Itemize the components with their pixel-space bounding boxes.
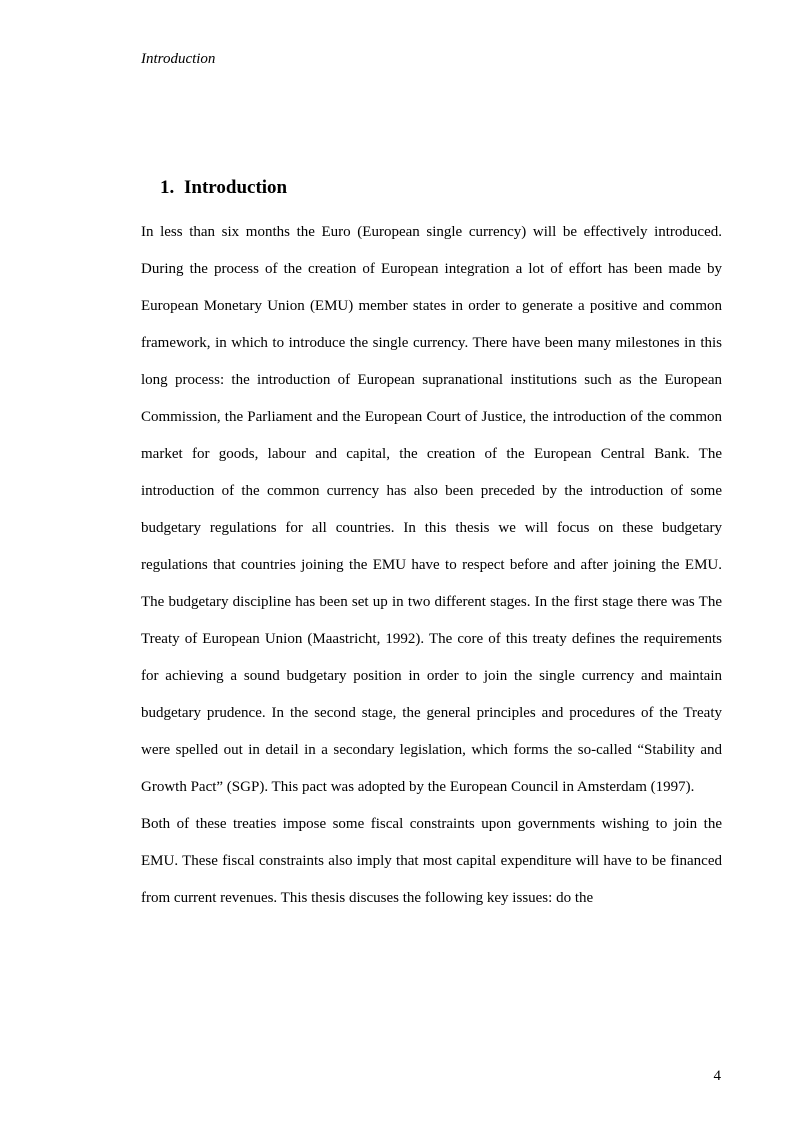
section-title: Introduction	[184, 177, 288, 198]
paragraph-1: In less than six months the Euro (European single currency) will be effectively introduced. During the process of the creation of European integration a lot of effort has been made by European Monetary Union (EMU) member states in order to generate a positive and common framework, in which to introduce the single currency. There have been many milestones in this long process: the introduction of European supranational institutions such as the European Commission, the Parliament and the European Court of Justice, the introduction of the common market for goods, labour and capital, the creation of the European Central Bank. The introduction of the common currency has also been preceded by the introduction of some budgetary regulations for all countries. In this thesis we will focus on these budgetary regulations that countries joining the EMU have to respect before and after joining the EMU. The budgetary discipline has been set up in two different stages. In the first stage there was The Treaty of European Union (Maastricht, 1992). The core of this treaty defines the requirements for achieving a sound budgetary position in order to join the single currency and maintain budgetary prudence. In the second stage, the general principles and procedures of the Treaty were spelled out in detail in a secondary legislation, which forms the so-called “Stability and Growth Pact” (SGP). This pact was adopted by the European Council in Amsterdam (1997).	[141, 224, 722, 795]
section-number: 1.	[160, 177, 175, 198]
paragraph-2: Both of these treaties impose some fiscal constraints upon governments wishing to join the EMU. These fiscal constraints also imply that most capital expenditure will have to be financed from current revenues. This thesis discuses the following key issues: do the	[141, 816, 722, 906]
running-header: Introduction	[141, 51, 216, 67]
page-number: 4	[713, 1068, 721, 1084]
section-heading	[160, 176, 287, 200]
body-text	[141, 214, 722, 917]
